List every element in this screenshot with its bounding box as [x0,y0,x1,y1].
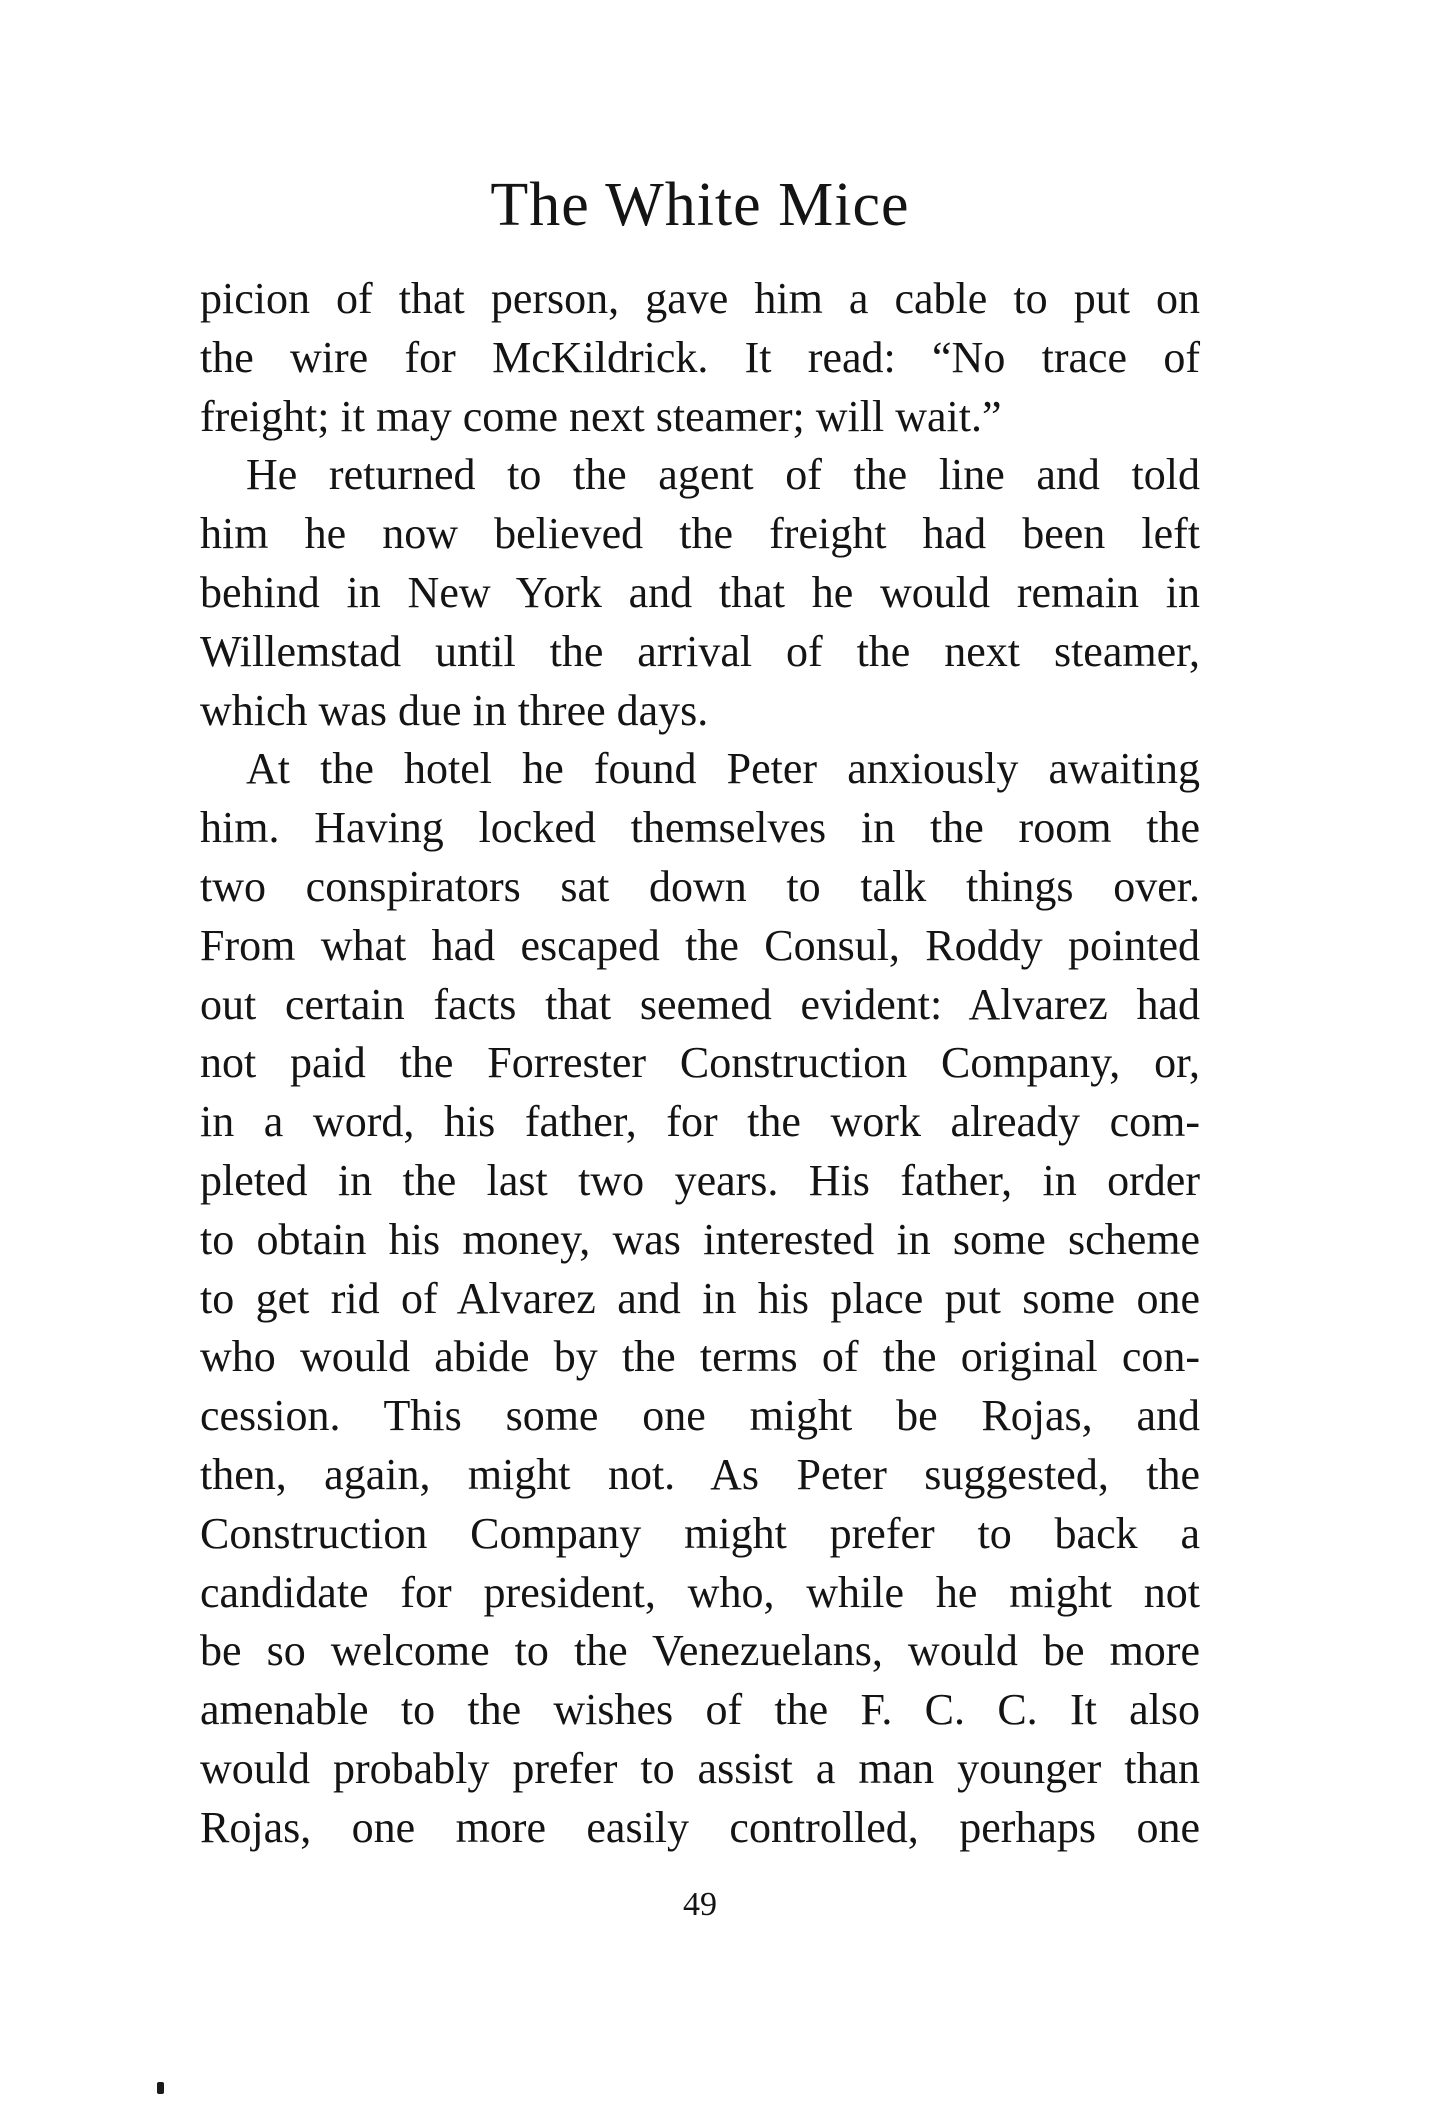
text-line: to get rid of Alvarez and in his place put some one [200,1273,1200,1323]
text-line: would probably prefer to assist a man younger than [200,1743,1200,1793]
margin-speck [157,2082,164,2094]
text-line: freight; it may come next steamer; will wait.” [200,391,1002,441]
text-line: Willemstad until the arrival of the next steamer, [200,626,1200,676]
text-line: At the hotel he found Peter anxiously awaiting [246,744,1200,794]
text-line: two conspirators sat down to talk things over. [200,861,1200,911]
text-line: who would abide by the terms of the original con- [200,1332,1200,1382]
text-line: not paid the Forrester Construction Company, or, [200,1038,1200,1088]
text-line: him. Having locked themselves in the room the [200,803,1200,853]
text-line: cession. This some one might be Rojas, and [200,1391,1200,1441]
text-line: behind in New York and that he would remain in [200,567,1200,617]
page-number: 49 [683,1886,717,1923]
text-line: candidate for president, who, while he might not [200,1567,1200,1617]
text-line: pleted in the last two years. His father, in order [200,1155,1200,1205]
text-line: Rojas, one more easily controlled, perhaps one [200,1802,1200,1852]
text-line: in a word, his father, for the work already com- [200,1097,1200,1147]
text-line: out certain facts that seemed evident: Alvarez had [200,979,1200,1029]
running-head: The White Mice [490,171,910,239]
text-line: him he now believed the freight had been left [200,509,1200,559]
text-line: which was due in three days. [200,685,709,735]
text-line: to obtain his money, was interested in some scheme [200,1214,1200,1264]
text-line: be so welcome to the Venezuelans, would be more [200,1626,1200,1676]
text-line: picion of that person, gave him a cable to put on [200,274,1200,323]
text-line: amenable to the wishes of the F. C. C. It also [200,1685,1200,1735]
text-line: then, again, might not. As Peter suggested, the [200,1449,1200,1499]
text-line: He returned to the agent of the line and told [246,450,1200,500]
text-line: From what had escaped the Consul, Roddy pointed [200,920,1200,970]
body-text [200,270,1200,1858]
text-line: Construction Company might prefer to back a [200,1508,1200,1558]
text-line: the wire for McKildrick. It read: “No trace of [200,332,1200,382]
